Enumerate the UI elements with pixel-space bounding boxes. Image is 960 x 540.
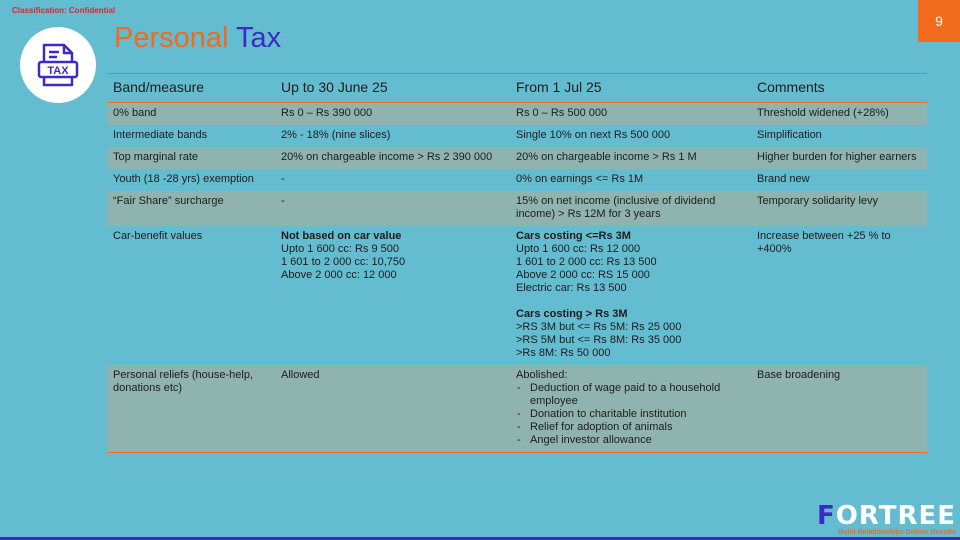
cell-comment: Simplification <box>757 129 822 141</box>
table-row <box>107 147 927 169</box>
brand-name <box>817 503 956 529</box>
car-before-line: Upto 1 600 cc: Rs 9 500 <box>281 243 400 255</box>
car-after-line: Above 2 000 cc: RS 15 000 <box>516 269 650 281</box>
abolished-list <box>516 382 745 447</box>
brand-name-f: F <box>817 501 836 531</box>
table-header-row <box>107 74 927 103</box>
cell-comment: Temporary solidarity levy <box>751 191 927 226</box>
table-row <box>107 125 927 147</box>
car-after-heading-high: Cars costing > Rs 3M <box>516 308 628 320</box>
cell-band: “Fair Share” surcharge <box>107 191 275 226</box>
reliefs-after-heading: Abolished: <box>516 369 568 381</box>
cell-band: Youth (18 -28 yrs) exemption <box>113 173 254 185</box>
personal-tax-table <box>107 73 927 453</box>
brand-name-rest: ORTREE <box>835 501 956 531</box>
page-title <box>114 22 281 55</box>
cell-band: Intermediate bands <box>113 129 208 141</box>
brand-logo <box>817 503 956 536</box>
car-after-line: >RS 5M but <= Rs 8M: Rs 35 000 <box>516 334 682 346</box>
table-row <box>107 191 927 226</box>
car-after-heading-low: Cars costing <=Rs 3M <box>516 230 631 242</box>
cell-after: 20% on chargeable income > Rs 1 M <box>510 147 751 169</box>
title-part-personal: Personal <box>114 22 229 54</box>
cell-band: Personal reliefs (house-help, donations etc) <box>107 365 275 453</box>
table-row <box>107 169 927 191</box>
cell-after: 15% on net income (inclusive of dividend income) > Rs 12M for 3 years <box>510 191 751 226</box>
title-part-tax: Tax <box>236 22 282 54</box>
table-row-personal-reliefs <box>107 365 927 453</box>
cell-comment: Base broadening <box>751 365 927 453</box>
table-row <box>107 103 927 126</box>
car-after-line: >RS 3M but <= Rs 5M: Rs 25 000 <box>516 321 682 333</box>
cell-before <box>275 226 510 365</box>
list-item: - Deduction of wage paid to a household employee <box>516 382 745 408</box>
header-after: From 1 Jul 25 <box>510 74 751 103</box>
cell-after <box>510 365 751 453</box>
car-before-heading: Not based on car value <box>281 230 402 242</box>
header-band: Band/measure <box>107 74 275 103</box>
cell-before: - <box>281 173 285 185</box>
cell-comment: Increase between +25 % to +400% <box>757 230 891 255</box>
cell-after <box>510 226 751 365</box>
page-number: 9 <box>918 0 960 42</box>
car-after-line: Electric car: Rs 13 500 <box>516 282 627 294</box>
cell-comment: Brand new <box>757 173 810 185</box>
cell-before: Rs 0 – Rs 390 000 <box>275 103 510 126</box>
cell-after: Single 10% on next Rs 500 000 <box>516 129 671 141</box>
header-before: Up to 30 June 25 <box>275 74 510 103</box>
tax-icon-label: TAX <box>47 65 69 77</box>
classification-label: Classification: Confidential <box>12 6 116 15</box>
car-after-line: Upto 1 600 cc: Rs 12 000 <box>516 243 641 255</box>
table-row-car-benefit <box>107 226 927 365</box>
car-before-line: 1 601 to 2 000 cc: 10,750 <box>281 256 406 268</box>
header-comments: Comments <box>751 74 927 103</box>
car-before-line: Above 2 000 cc: 12 000 <box>281 269 397 281</box>
list-item: - Relief for adoption of animals <box>516 421 745 434</box>
cell-before: 2% - 18% (nine slices) <box>281 129 391 141</box>
cell-after: 0% on earnings <= Rs 1M <box>516 173 644 185</box>
cell-after: Rs 0 – Rs 500 000 <box>510 103 751 126</box>
brand-tagline: Build Relationships Deliver Results <box>838 529 956 536</box>
cell-before: 20% on chargeable income > Rs 2 390 000 <box>275 147 510 169</box>
cell-band: 0% band <box>107 103 275 126</box>
cell-comment: Threshold widened (+28%) <box>751 103 927 126</box>
cell-band: Car-benefit values <box>113 230 203 242</box>
list-item: - Angel investor allowance <box>516 434 745 447</box>
cell-comment: Higher burden for higher earners <box>751 147 927 169</box>
car-after-line: 1 601 to 2 000 cc: Rs 13 500 <box>516 256 657 268</box>
car-after-line: >Rs 8M: Rs 50 000 <box>516 347 611 359</box>
tax-document-icon <box>20 27 96 103</box>
cell-before: - <box>275 191 510 226</box>
list-item: - Donation to charitable institution <box>516 408 745 421</box>
cell-band: Top marginal rate <box>107 147 275 169</box>
cell-before: Allowed <box>275 365 510 453</box>
